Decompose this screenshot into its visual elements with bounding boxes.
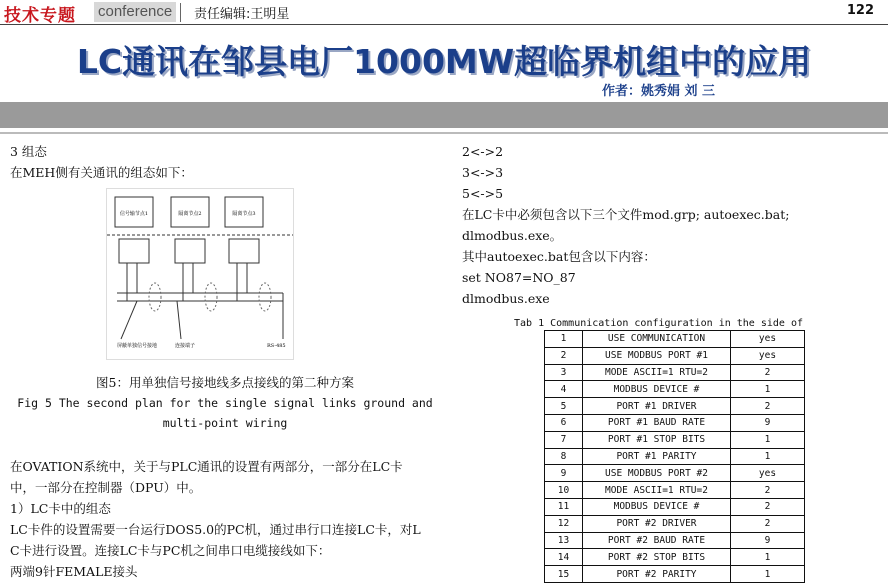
row-number-cell: 11 [545,498,583,515]
body-line: 在OVATION系统中，关于与PLC通讯的设置有两部分，一部分在LC卡 [10,459,403,474]
body-line: LC卡件的设置需要一台运行DOS5.0的PC机，通过串行口连接LC卡，对L [10,522,421,537]
table-row [545,398,805,415]
parameter-cell: PORT #2 STOP BITS [583,549,731,566]
pin-mapping: 5<->5 [462,186,504,201]
table-row [545,448,805,465]
parameter-cell: USE MODBUS PORT #1 [583,347,731,364]
table-row [545,347,805,364]
terminal-3 [229,239,259,263]
title-band [0,102,888,128]
value-cell: 1 [731,549,805,566]
parameter-cell: PORT #1 STOP BITS [583,431,731,448]
table-row [545,498,805,515]
code-line: dlmodbus.exe [462,291,550,306]
parameter-cell: USE COMMUNICATION [583,331,731,348]
node-label-3: 隔离节点3 [232,211,256,217]
figure-label-shield: 屏蔽单独信号接地 [117,343,158,349]
body-line: 在MEH侧有关通讯的组态如下： [10,165,193,180]
node-label-2: 隔离节点2 [178,211,202,217]
article-title: LC通讯在邹县电厂1000MW超临界机组中的应用 [76,42,812,81]
value-cell: 1 [731,431,805,448]
node-label-1: 信号输节点1 [119,211,149,217]
figure-caption-en-2: multi-point wiring [162,416,288,430]
body-line: 两端9针FEMALE接头 [10,564,138,579]
body-line: 中，一部分在控制器（DPU）中。 [10,480,202,495]
body-line: C卡进行设置。连接LC卡与PC机之间串口电缆接线如下： [10,543,331,558]
page-header [0,0,888,25]
label-leader-1 [121,301,137,339]
parameter-cell: MODE ASCII=1 RTU=2 [583,482,731,499]
parameter-cell: PORT #2 BAUD RATE [583,532,731,549]
parameter-cell: PORT #1 BAUD RATE [583,414,731,431]
row-number-cell: 9 [545,465,583,482]
terminal-1 [119,239,149,263]
section-brand: 技术专题 [4,6,76,26]
row-number-cell: 3 [545,364,583,381]
table-row [545,465,805,482]
config-table [544,330,805,583]
page-number: 122 [846,3,874,18]
row-number-cell: 10 [545,482,583,499]
subsection-heading: 1）LC卡中的组态 [10,501,111,516]
label-leader-2 [177,301,181,339]
row-number-cell: 5 [545,398,583,415]
table-row [545,566,805,583]
body-line: 在LC卡中必须包含以下三个文件mod.grp; autoexec.bat; [462,207,790,222]
table-row [545,549,805,566]
value-cell: 2 [731,498,805,515]
row-number-cell: 13 [545,532,583,549]
conference-label: conference [94,2,176,22]
value-cell: 2 [731,398,805,415]
article-author: 作者：姚秀娟 刘 三 [602,84,716,99]
table-row [545,331,805,348]
table-row [545,515,805,532]
value-cell: 2 [731,482,805,499]
parameter-cell: PORT #2 PARITY [583,566,731,583]
code-line: set NO87=NO_87 [462,270,576,285]
body-line: dlmodbus.exe。 [462,228,563,243]
row-number-cell: 1 [545,331,583,348]
shield-loop-2 [205,283,217,311]
table-row [545,532,805,549]
value-cell: 1 [731,381,805,398]
figure-caption-cn: 图5：用单独信号接地线多点接线的第二种方案 [96,375,354,390]
table-row [545,381,805,398]
value-cell: 9 [731,532,805,549]
value-cell: yes [731,331,805,348]
terminal-2 [175,239,205,263]
title-rule [0,132,888,134]
parameter-cell: PORT #1 PARITY [583,448,731,465]
row-number-cell: 2 [545,347,583,364]
row-number-cell: 4 [545,381,583,398]
row-number-cell: 14 [545,549,583,566]
body-line: 其中autoexec.bat包含以下内容： [462,249,656,264]
wiring-figure [106,188,294,360]
value-cell: yes [731,347,805,364]
table-caption: Tab 1 Communication configuration in the side of [514,318,803,329]
section-heading: 3 组态 [10,144,47,159]
parameter-cell: USE MODBUS PORT #2 [583,465,731,482]
value-cell: 1 [731,566,805,583]
editor-credit: 责任编辑:王明星 [194,7,290,22]
value-cell: 9 [731,414,805,431]
row-number-cell: 12 [545,515,583,532]
figure-label-rs485: RS-485 [267,343,286,349]
pin-mapping: 3<->3 [462,165,504,180]
left-column [10,141,440,183]
right-column [462,141,882,309]
parameter-cell: PORT #2 DRIVER [583,515,731,532]
figure-label-terminal: 连接端子 [175,343,196,349]
table-row [545,364,805,381]
table-row [545,431,805,448]
wiring-diagram [107,189,293,359]
row-number-cell: 6 [545,414,583,431]
pin-mapping: 2<->2 [462,144,504,159]
parameter-cell: MODBUS DEVICE # [583,381,731,398]
value-cell: 1 [731,448,805,465]
value-cell: yes [731,465,805,482]
left-body [10,456,440,582]
parameter-cell: PORT #1 DRIVER [583,398,731,415]
parameter-cell: MODBUS DEVICE # [583,498,731,515]
row-number-cell: 8 [545,448,583,465]
figure-caption-en-1: Fig 5 The second plan for the single signal links ground and [17,396,433,410]
shield-loop-3 [259,283,271,311]
value-cell: 2 [731,364,805,381]
parameter-cell: MODE ASCII=1 RTU=2 [583,364,731,381]
row-number-cell: 7 [545,431,583,448]
table-row [545,414,805,431]
value-cell: 2 [731,515,805,532]
header-divider [180,3,181,22]
shield-loop-1 [149,283,161,311]
row-number-cell: 15 [545,566,583,583]
table-row [545,482,805,499]
